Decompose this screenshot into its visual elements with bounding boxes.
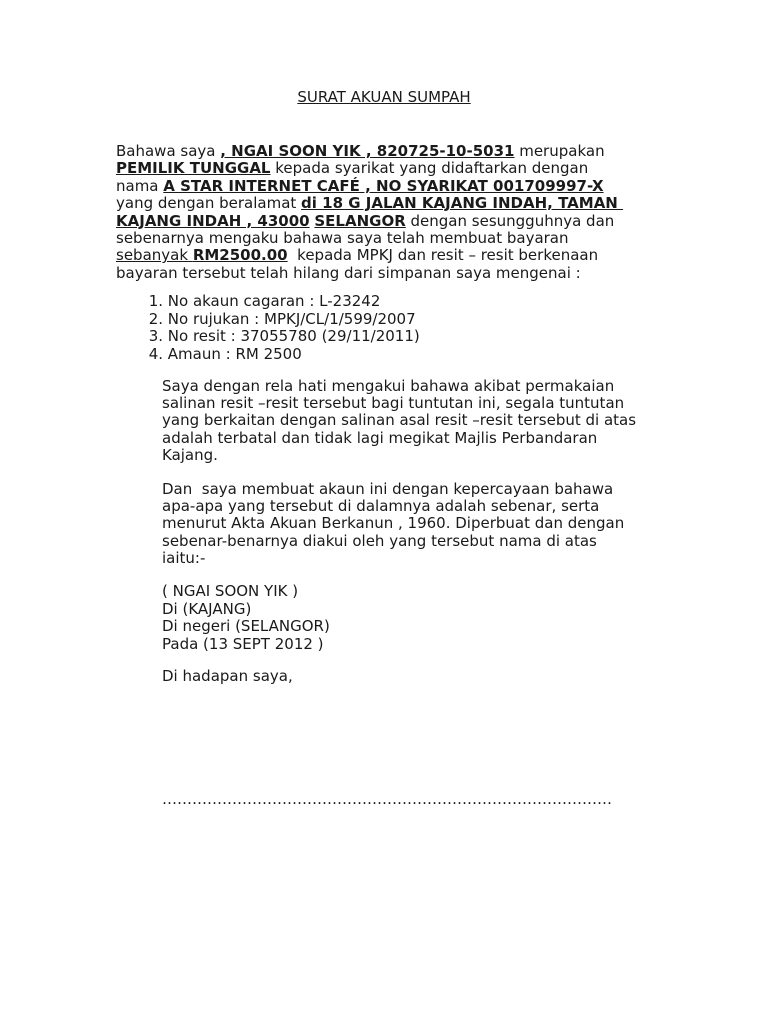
intro-line — [116, 143, 656, 160]
text-span: merupakan — [514, 142, 605, 160]
intro-line — [116, 213, 656, 230]
text-span: kepada syarikat yang didaftarkan dengan — [270, 159, 589, 178]
list-item — [116, 346, 420, 364]
company-state: SELANGOR — [314, 211, 406, 230]
intro-line: sebenarnya mengaku bahawa saya telah membuat bayaran — [116, 229, 569, 248]
paragraph-line: yang berkaitan dengan salinan asal resit –resit tersebut di atas — [162, 411, 637, 430]
intro-line — [116, 247, 656, 264]
list-item — [116, 311, 420, 329]
list-number: 4. — [148, 344, 163, 363]
list-text: No rujukan : MPKJ/CL/1/599/2007 — [167, 309, 416, 328]
document-title: SURAT AKUAN SUMPAH — [297, 88, 471, 106]
paragraph-line: apa-apa yang tersebut di dalamnya adalah sebenar, serta — [162, 497, 600, 516]
text-span: kepada MPKJ dan resit – resit berkenaan — [287, 246, 599, 265]
list-item — [116, 328, 420, 346]
list-number: 3. — [148, 327, 163, 346]
paragraph-line: iaitu:- — [162, 548, 206, 567]
list-number: 2. — [148, 309, 163, 328]
declarant-name-ic: , NGAI SOON YIK , 820725-10-5031 — [220, 142, 515, 160]
intro-line — [116, 160, 656, 177]
acknowledgement-paragraph — [162, 378, 662, 464]
text-span: yang dengan beralamat — [116, 194, 302, 213]
witness-label: Di hadapan saya, — [162, 667, 293, 685]
paragraph-line: Dan saya membuat akaun ini dengan kepercayaan bahawa — [162, 480, 614, 498]
intro-line — [116, 178, 656, 195]
declaration-paragraph — [162, 481, 662, 567]
ownership-type: PEMILIK TUNGGAL — [116, 159, 271, 178]
intro-line — [116, 195, 656, 212]
signature-line: ……………………………………………………………………………… — [162, 790, 612, 808]
list-number: 1. — [148, 292, 163, 310]
list-text: No akaun cagaran : L-23242 — [167, 292, 381, 310]
signature-block — [162, 583, 662, 653]
company-address-cont: KAJANG INDAH , 43000 — [116, 211, 310, 230]
list-text: Amaun : RM 2500 — [167, 344, 302, 363]
intro-line: bayaran tersebut telah hilang dari simpanan saya mengenai : — [116, 263, 581, 282]
list-text: No resit : 37055780 (29/11/2011) — [167, 327, 420, 346]
text-span: nama — [116, 176, 164, 195]
paragraph-line: sebenar-benarnya diakui oleh yang tersebut nama di atas — [162, 531, 597, 550]
paragraph-line: salinan resit –resit tersebut bagi tuntutan ini, segala tuntutan — [162, 394, 625, 413]
company-address: di 18 G JALAN KAJANG INDAH, TAMAN — [301, 194, 624, 213]
signatory-name: ( NGAI SOON YIK ) — [162, 582, 299, 600]
text-span: sebanyak — [116, 246, 189, 265]
signatory-place: Di (KAJANG) — [162, 599, 252, 618]
paragraph-line: adalah terbatal dan tidak lagi megikat Majlis Perbandaran — [162, 428, 598, 447]
paragraph-line: menurut Akta Akuan Berkanun , 1960. Diperbuat dan dengan — [162, 514, 625, 533]
text-span: dengan sesungguhnya dan — [405, 211, 615, 230]
payment-amount: RM2500.00 — [192, 246, 288, 265]
signatory-date: Pada (13 SEPT 2012 ) — [162, 634, 324, 653]
details-list — [116, 293, 420, 363]
paragraph-line: Kajang. — [162, 445, 218, 464]
paragraph-line: Saya dengan rela hati mengakui bahawa akibat permakaian — [162, 377, 615, 395]
text-span: Bahawa saya — [116, 142, 221, 160]
list-item — [116, 293, 420, 311]
company-name: A STAR INTERNET CAFÉ , NO SYARIKAT 001709997-X — [163, 176, 604, 195]
intro-paragraph — [116, 143, 656, 282]
signatory-state: Di negeri (SELANGOR) — [162, 617, 330, 636]
